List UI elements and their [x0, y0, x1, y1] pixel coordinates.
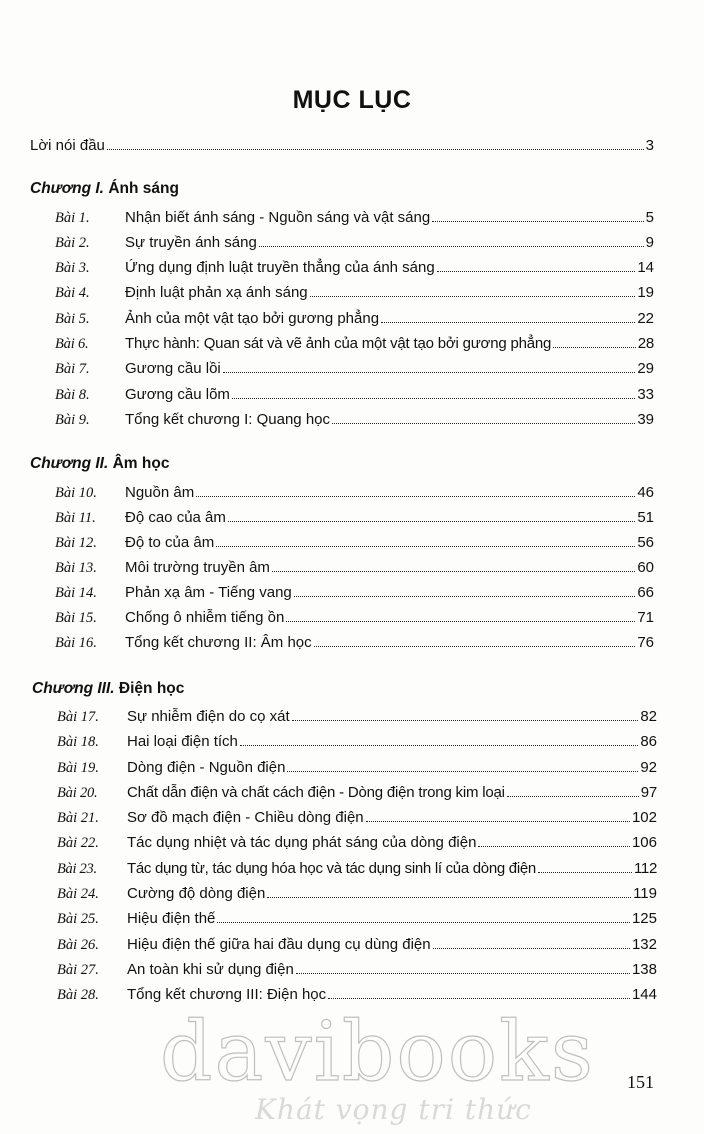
lesson-number: Bài 10. — [55, 485, 97, 501]
entry-title: An toàn khi sử dụng điện — [127, 961, 294, 978]
entry-title: Chống ô nhiễm tiếng ồn — [125, 609, 285, 626]
toc-entry — [57, 757, 657, 777]
entry-page: 39 — [637, 411, 654, 428]
entry-title: Tổng kết chương II: Âm học — [125, 634, 312, 651]
toc-entry — [55, 308, 654, 328]
lesson-number: Bài 19. — [57, 760, 99, 776]
toc-entry — [55, 257, 654, 277]
lesson-number: Bài 18. — [57, 734, 99, 750]
toc-entry — [57, 934, 657, 954]
entry-title: Độ cao của âm — [125, 509, 226, 526]
toc-entry — [57, 959, 657, 979]
dot-leader — [328, 984, 630, 999]
entry-title: Sự nhiễm điện do cọ xát — [127, 708, 290, 725]
entry-title: Độ to của âm — [125, 534, 215, 551]
lesson-number: Bài 9. — [55, 412, 90, 428]
dot-leader — [223, 358, 636, 373]
lesson-number: Bài 4. — [55, 285, 90, 301]
entry-page: 106 — [631, 834, 657, 851]
entry-page: 51 — [637, 509, 654, 526]
toc-entry — [55, 232, 654, 252]
lesson-number: Bài 26. — [57, 937, 99, 953]
dot-leader — [507, 782, 639, 797]
entry-page: 119 — [633, 885, 657, 902]
lesson-number: Bài 5. — [55, 311, 90, 327]
dot-leader — [107, 135, 644, 150]
lesson-number: Bài 1. — [55, 210, 90, 226]
toc-entry — [55, 207, 654, 227]
entry-title: Phản xạ âm - Tiếng vang — [125, 584, 292, 601]
entry-page: 22 — [637, 310, 654, 327]
entry-page: 56 — [637, 534, 654, 551]
toc-entry — [57, 858, 657, 878]
entry-page: 66 — [637, 584, 654, 601]
toc-entry — [57, 832, 657, 852]
toc-entry — [55, 384, 654, 404]
dot-leader — [437, 257, 636, 272]
lesson-number: Bài 28. — [57, 987, 99, 1003]
entry-page: 86 — [640, 733, 657, 750]
entry-page: 33 — [637, 386, 654, 403]
entry-title: Sự truyền ánh sáng — [125, 234, 257, 251]
entry-title: Ảnh của một vật tạo bởi gương phẳng — [125, 310, 380, 327]
chapter-name: Điện học — [118, 680, 185, 697]
lesson-number: Bài 17. — [57, 709, 99, 725]
dot-leader — [433, 934, 630, 949]
entry-title: Hiệu điện thế — [127, 910, 216, 927]
toc-entry — [57, 883, 657, 903]
entry-title: Gương cầu lồi — [125, 360, 221, 377]
chapter-heading — [32, 680, 184, 698]
lesson-number: Bài 23. — [57, 861, 97, 877]
dot-leader — [216, 532, 635, 547]
entry-title: Hiệu điện thế giữa hai đầu dụng cụ dùng điện — [127, 936, 431, 953]
entry-page: 92 — [640, 759, 657, 776]
dot-leader — [259, 232, 644, 247]
dot-leader — [232, 384, 635, 399]
lesson-number: Bài 24. — [57, 886, 99, 902]
dot-leader — [228, 507, 635, 522]
entry-page: 144 — [631, 986, 657, 1003]
entry-page: 132 — [631, 936, 657, 953]
dot-leader — [294, 582, 636, 597]
dot-leader — [366, 807, 630, 822]
chapter-label: Chương I. — [30, 180, 104, 197]
chapter-label: Chương III. — [32, 680, 115, 697]
entry-page: 82 — [640, 708, 657, 725]
dot-leader — [292, 706, 639, 721]
toc-entry — [55, 557, 654, 577]
entry-page: 29 — [637, 360, 654, 377]
entry-title: Sơ đồ mạch điện - Chiều dòng điện — [127, 809, 364, 826]
lesson-number: Bài 25. — [57, 911, 99, 927]
dot-leader — [310, 282, 636, 297]
dot-leader — [196, 482, 635, 497]
lesson-number: Bài 12. — [55, 535, 97, 551]
toc-entry — [57, 807, 657, 827]
chapter-name: Âm học — [112, 455, 170, 472]
toc-entry-preface — [30, 135, 654, 155]
entry-title: Nguồn âm — [125, 484, 195, 501]
toc-entry — [55, 409, 654, 429]
dot-leader — [478, 832, 630, 847]
entry-title: Thực hành: Quan sát và vẽ ảnh của một vật tạo bởi gương phẳng — [125, 335, 552, 352]
entry-title: Môi trường truyền âm — [125, 559, 270, 576]
toc-entry — [55, 507, 654, 527]
dot-leader — [538, 858, 632, 873]
toc-entry — [55, 582, 654, 602]
chapter-heading — [30, 455, 169, 473]
toc-entry — [55, 482, 654, 502]
lesson-number: Bài 11. — [55, 510, 96, 526]
dot-leader — [286, 607, 635, 622]
lesson-number: Bài 8. — [55, 387, 90, 403]
dot-leader — [553, 333, 636, 348]
toc-entry — [55, 358, 654, 378]
entry-title: Lời nói đầu — [30, 137, 105, 154]
entry-title: Dòng điện - Nguồn điện — [127, 759, 286, 776]
entry-page: 19 — [637, 284, 654, 301]
entry-page: 14 — [637, 259, 654, 276]
entry-title: Nhận biết ánh sáng - Nguồn sáng và vật sáng — [125, 209, 431, 226]
entry-page: 125 — [631, 910, 657, 927]
watermark-slogan: Khát vọng tri thức — [255, 1093, 532, 1126]
dot-leader — [432, 207, 643, 222]
toc-entry — [55, 282, 654, 302]
toc-entry — [57, 706, 657, 726]
dot-leader — [287, 757, 638, 772]
entry-page: 138 — [631, 961, 657, 978]
dot-leader — [381, 308, 635, 323]
lesson-number: Bài 20. — [57, 785, 98, 801]
entry-page: 102 — [631, 809, 657, 826]
entry-title: Chất dẫn điện và chất cách điện - Dòng điện trong kim loại — [127, 784, 505, 801]
entry-title: Định luật phản xạ ánh sáng — [125, 284, 308, 301]
dot-leader — [296, 959, 630, 974]
toc-entry — [57, 731, 657, 751]
chapter-label: Chương II. — [30, 455, 109, 472]
lesson-number: Bài 13. — [55, 560, 97, 576]
entry-page: 71 — [637, 609, 654, 626]
lesson-number: Bài 16. — [55, 635, 97, 651]
toc-entry — [55, 333, 654, 353]
lesson-number: Bài 27. — [57, 962, 99, 978]
entry-title: Tác dụng nhiệt và tác dụng phát sáng của dòng điện — [127, 834, 477, 851]
dot-leader — [267, 883, 631, 898]
toc-entry — [57, 782, 657, 802]
entry-title: Cường độ dòng điện — [127, 885, 266, 902]
entry-title: Ứng dụng định luật truyền thẳng của ánh sáng — [125, 259, 435, 276]
chapter-name: Ánh sáng — [108, 180, 179, 197]
entry-page: 5 — [645, 209, 654, 226]
entry-page: 46 — [637, 484, 654, 501]
lesson-number: Bài 6. — [55, 336, 89, 352]
dot-leader — [217, 908, 630, 923]
entry-title: Tổng kết chương III: Điện học — [127, 986, 327, 1003]
entry-title: Hai loại điện tích — [127, 733, 238, 750]
page-title: MỤC LỤC — [292, 86, 412, 114]
lesson-number: Bài 3. — [55, 260, 90, 276]
entry-page: 9 — [645, 234, 654, 251]
watermark-brand: davibooks — [160, 1005, 595, 1100]
entry-page: 97 — [640, 784, 657, 801]
page-number: 151 — [627, 1072, 654, 1092]
toc-entry — [57, 908, 657, 928]
toc-entry — [55, 607, 654, 627]
entry-title: Tác dụng từ, tác dụng hóa học và tác dụng sinh lí của dòng điện — [127, 860, 536, 877]
toc-entry — [55, 532, 654, 552]
lesson-number: Bài 14. — [55, 585, 97, 601]
toc-entry — [55, 632, 654, 652]
entry-title: Gương cầu lõm — [125, 386, 230, 403]
chapter-heading — [30, 180, 179, 198]
entry-page: 60 — [637, 559, 654, 576]
lesson-number: Bài 15. — [55, 610, 97, 626]
dot-leader — [332, 409, 635, 424]
lesson-number: Bài 7. — [55, 361, 90, 377]
lesson-number: Bài 2. — [55, 235, 90, 251]
dot-leader — [314, 632, 636, 647]
toc-entry — [57, 984, 657, 1004]
entry-page: 76 — [637, 634, 654, 651]
dot-leader — [240, 731, 638, 746]
entry-page: 28 — [637, 335, 654, 352]
dot-leader — [272, 557, 635, 572]
lesson-number: Bài 21. — [57, 810, 99, 826]
entry-page: 112 — [633, 860, 657, 877]
lesson-number: Bài 22. — [57, 835, 99, 851]
entry-title: Tổng kết chương I: Quang học — [125, 411, 330, 428]
entry-page: 3 — [645, 137, 654, 154]
